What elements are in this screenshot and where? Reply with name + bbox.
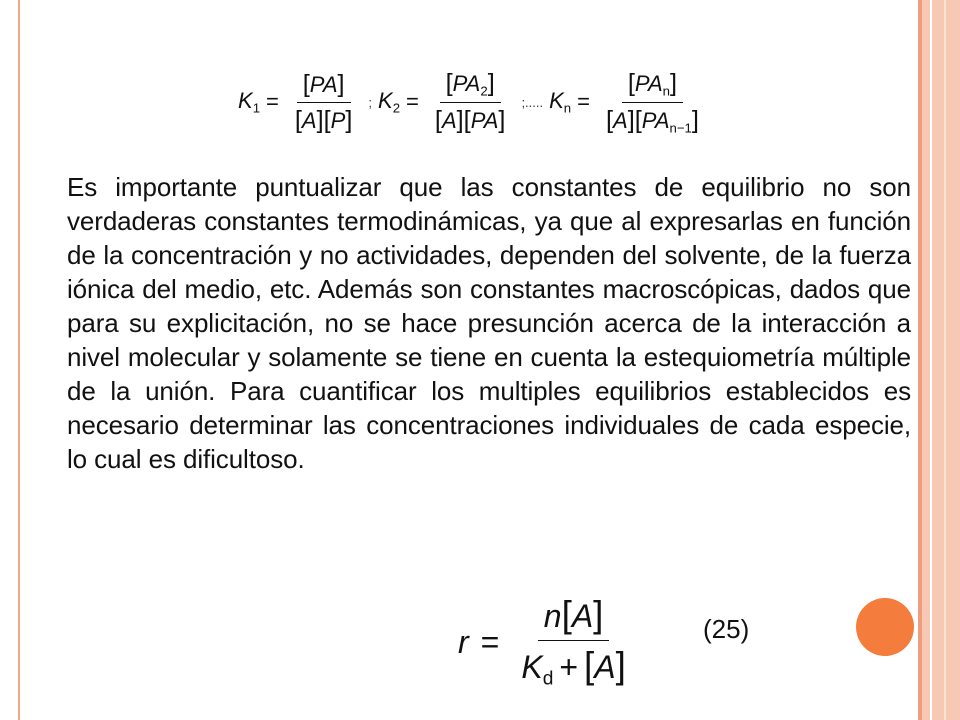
kn-label: $K_n$ — [549, 88, 572, 116]
equals-sign: = — [480, 623, 500, 660]
equals-sign: = — [406, 89, 419, 114]
kn-fraction: $\frac{[PA_n]}{[A][PA_{n-1}]}$ — [606, 68, 699, 136]
k2-fraction: $\frac{[PA_2]}{[A][PA]}$ — [434, 69, 506, 134]
equals-sign: = — [577, 89, 590, 114]
r-fraction: $\frac{n[A]}{K_d + [A]}$ — [521, 593, 626, 690]
equilibrium-constants-equation — [238, 62, 709, 142]
separator: ; — [368, 94, 373, 110]
equation-number: (25) — [703, 614, 750, 644]
body-paragraph: Es importante puntualizar que las constantes de equilibrio no son verdaderas constantes termodinámicas, ya que al expresarlas en función de la concentración y no actividades, dependen del solvente, de la fuerza iónica del medio, etc. Además son constantes macroscópicas, dados que para su explicitación, no se hace presunción acerca de la interacción a nivel molecular y solamente se tiene en cuenta la estequiometría múltiple de la unión. Para cuantificar los multiples equilibrios establecidos es necesario determinar las concentraciones individuales de cada especie, lo cual es dificultoso. — [67, 172, 911, 474]
r-label: r — [458, 623, 469, 660]
k2-label: $K_2$ — [378, 88, 401, 116]
binding-ratio-equation — [458, 594, 636, 690]
slide-right-band — [920, 0, 960, 720]
separator: ;..... — [521, 94, 544, 110]
equals-sign: = — [266, 89, 279, 114]
slide-left-border — [0, 0, 20, 720]
k1-fraction: $\frac{[PA]}{[A][P]}$ — [294, 69, 353, 134]
decorative-circle — [856, 598, 914, 656]
k1-label: $K_1$ — [238, 88, 261, 116]
